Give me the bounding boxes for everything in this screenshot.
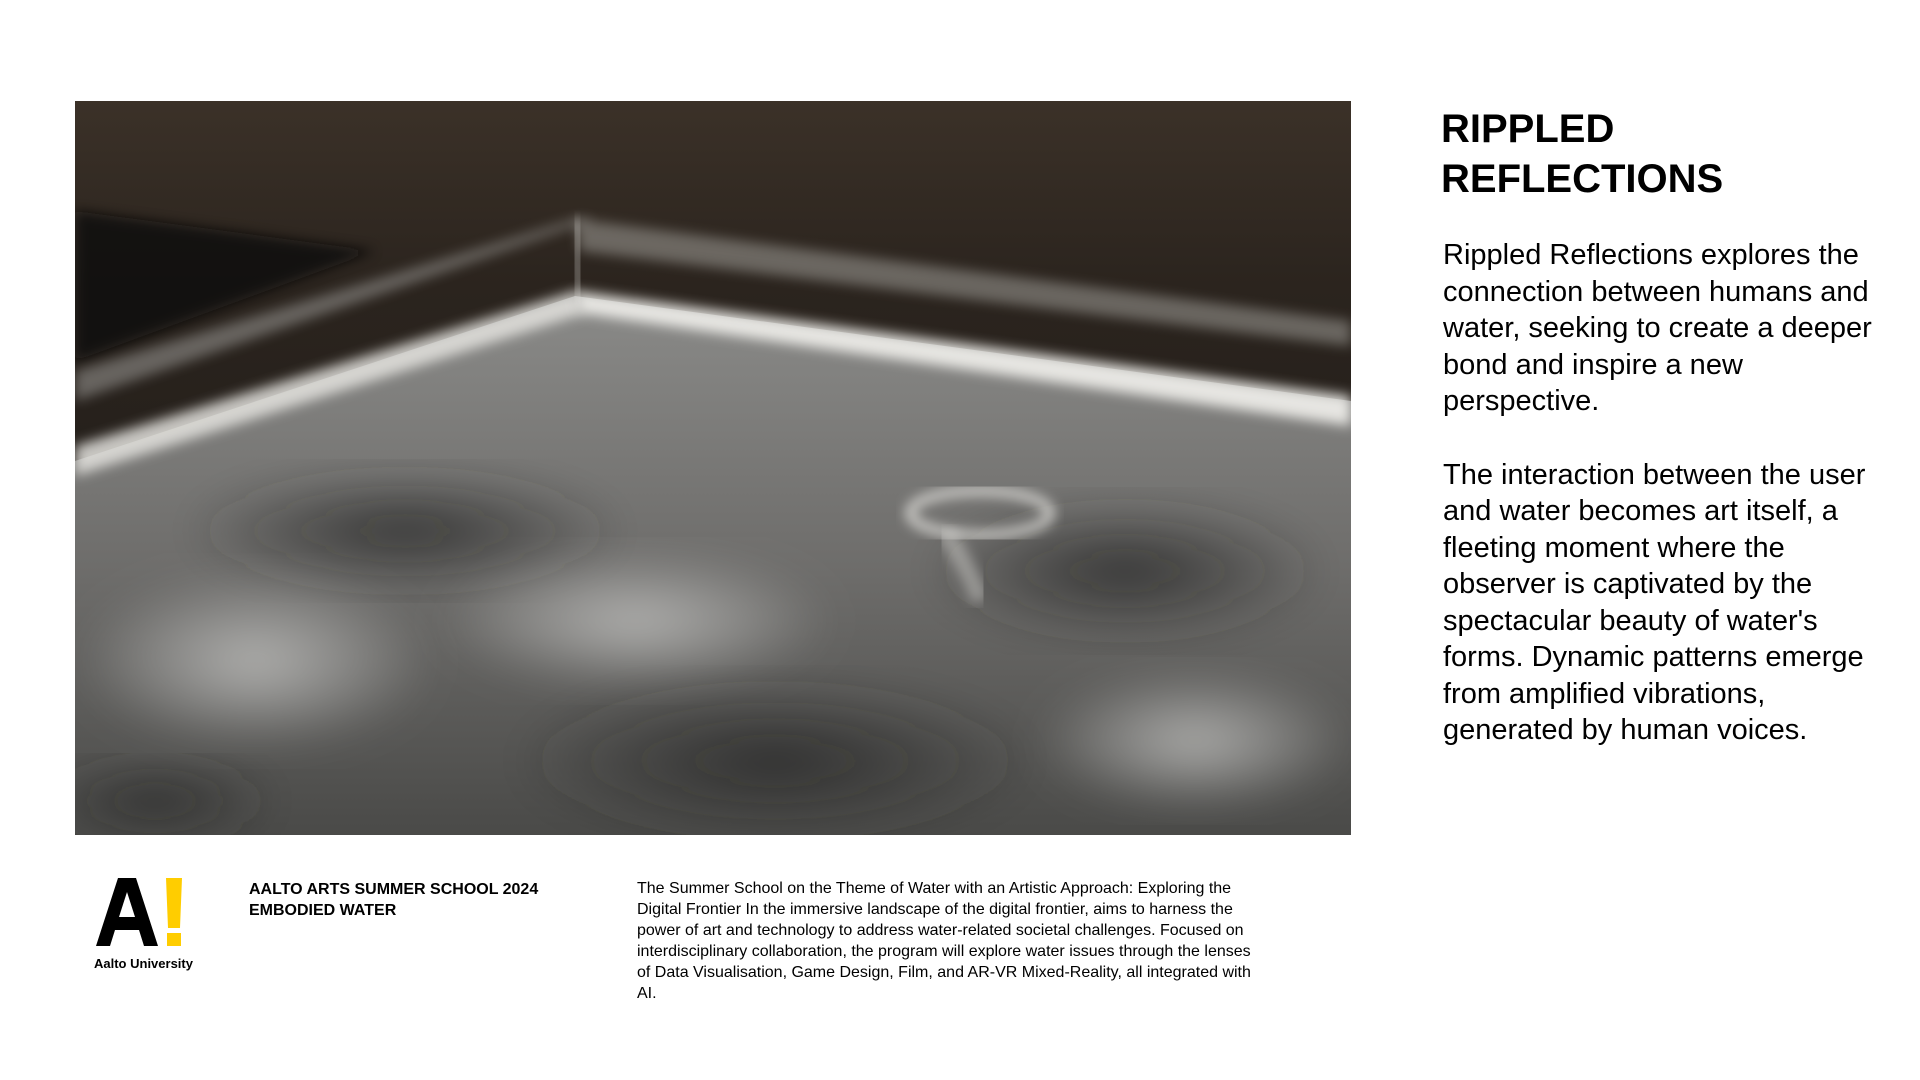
project-paragraph: The interaction between the user and water becomes art itself, a fleeting moment where the observer is captivated by the spectacular beauty of water's forms. Dynamic patterns emerge from amplified vibrations, generated by human voices. <box>1443 458 1866 746</box>
project-description <box>1443 237 1883 786</box>
school-name <box>249 879 538 921</box>
water-ripple-image <box>75 101 1351 835</box>
project-paragraph: Rippled Reflections explores the connection between humans and water, seeking to create a deeper bond and inspire a new perspective. <box>1443 239 1872 417</box>
project-title <box>1441 104 1881 204</box>
project-title-line: REFLECTIONS <box>1441 157 1724 201</box>
summer-school-description: The Summer School on the Theme of Water with an Artistic Approach: Exploring the Digital Frontier In the immersive landscape of the digital frontier, aims to harness the power of art and technology to address water-related societal challenges. Focused on interdisciplinary collaboration, the program will explore water issues through the lenses of Data Visualisation, Game Design, Film, and AR-VR Mixed-Reality, all integrated with AI. <box>637 880 1251 1002</box>
logo-caption: Aalto University <box>94 956 193 971</box>
project-title-line: RIPPLED <box>1441 107 1615 151</box>
school-line: AALTO ARTS SUMMER SCHOOL 2024 <box>249 881 539 898</box>
water-ripple-photo <box>75 101 1351 835</box>
school-line: EMBODIED WATER <box>249 902 397 919</box>
